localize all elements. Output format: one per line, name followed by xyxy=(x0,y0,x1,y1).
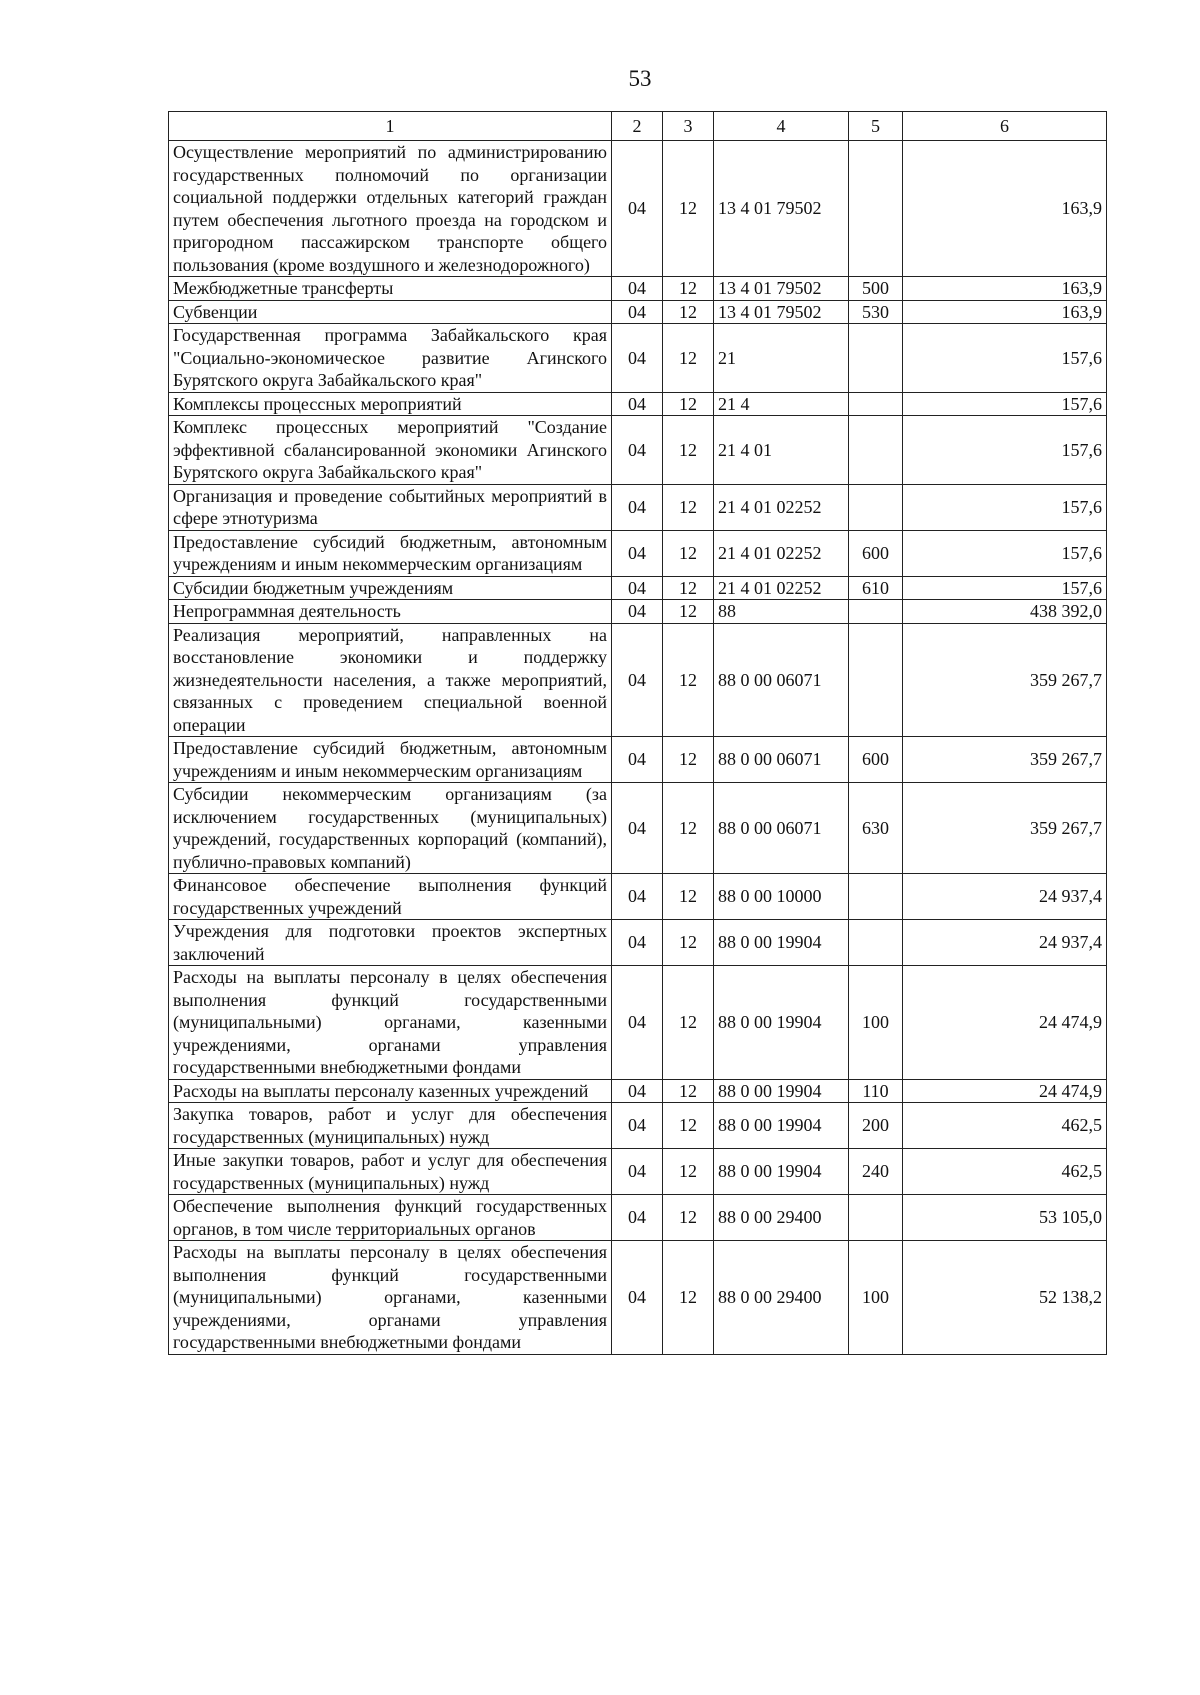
cell-description: Комплексы процессных мероприятий xyxy=(169,392,612,416)
cell-amount: 157,6 xyxy=(903,576,1107,600)
cell-subsection: 12 xyxy=(663,783,714,874)
cell-target-article: 88 0 00 06071 xyxy=(714,737,849,783)
cell-amount: 24 937,4 xyxy=(903,874,1107,920)
column-header-3: 3 xyxy=(663,112,714,141)
cell-section: 04 xyxy=(612,737,663,783)
cell-amount: 462,5 xyxy=(903,1149,1107,1195)
cell-section: 04 xyxy=(612,874,663,920)
cell-amount: 24 474,9 xyxy=(903,966,1107,1080)
cell-description: Организация и проведение событийных мероприятий в сфере этнотуризма xyxy=(169,484,612,530)
cell-amount: 163,9 xyxy=(903,141,1107,277)
cell-target-article: 88 0 00 06071 xyxy=(714,623,849,737)
cell-amount: 157,6 xyxy=(903,392,1107,416)
table-row xyxy=(169,623,1107,737)
cell-subsection: 12 xyxy=(663,966,714,1080)
cell-target-article: 88 0 00 19904 xyxy=(714,1149,849,1195)
cell-amount: 157,6 xyxy=(903,324,1107,393)
cell-expense-type xyxy=(849,600,903,624)
table-row xyxy=(169,484,1107,530)
cell-section: 04 xyxy=(612,392,663,416)
cell-target-article: 88 0 00 10000 xyxy=(714,874,849,920)
cell-description: Межбюджетные трансферты xyxy=(169,277,612,301)
cell-target-article: 13 4 01 79502 xyxy=(714,277,849,301)
cell-section: 04 xyxy=(612,966,663,1080)
cell-target-article: 21 4 01 02252 xyxy=(714,484,849,530)
cell-subsection: 12 xyxy=(663,1149,714,1195)
cell-subsection: 12 xyxy=(663,737,714,783)
cell-target-article: 88 xyxy=(714,600,849,624)
cell-section: 04 xyxy=(612,416,663,485)
cell-section: 04 xyxy=(612,141,663,277)
cell-description: Расходы на выплаты персоналу в целях обеспечения выполнения функций государственными (муниципальными) органами, казенными учреждениями, органами управления государственными внебюджетными фондами xyxy=(169,1241,612,1355)
table-row xyxy=(169,530,1107,576)
cell-amount: 157,6 xyxy=(903,530,1107,576)
cell-description: Расходы на выплаты персоналу в целях обеспечения выполнения функций государственными (муниципальными) органами, казенными учреждениями, органами управления государственными внебюджетными фондами xyxy=(169,966,612,1080)
cell-description: Финансовое обеспечение выполнения функций государственных учреждений xyxy=(169,874,612,920)
cell-description: Осуществление мероприятий по администрированию государственных полномочий по организации социальной поддержки отдельных категорий граждан путем обеспечения льготного проезда на городском и пригородном пассажирском транспорте общего пользования (кроме воздушного и железнодорожного) xyxy=(169,141,612,277)
cell-description: Государственная программа Забайкальского края "Социально-экономическое развитие Агинского Бурятского округа Забайкальского края" xyxy=(169,324,612,393)
cell-description: Предоставление субсидий бюджетным, автономным учреждениям и иным некоммерческим организациям xyxy=(169,737,612,783)
cell-section: 04 xyxy=(612,324,663,393)
cell-expense-type: 240 xyxy=(849,1149,903,1195)
table-row xyxy=(169,416,1107,485)
cell-expense-type xyxy=(849,874,903,920)
cell-amount: 53 105,0 xyxy=(903,1195,1107,1241)
cell-target-article: 88 0 00 19904 xyxy=(714,920,849,966)
table-row xyxy=(169,576,1107,600)
table-row xyxy=(169,277,1107,301)
cell-description: Учреждения для подготовки проектов экспертных заключений xyxy=(169,920,612,966)
cell-description: Субсидии некоммерческим организациям (за исключением государственных (муниципальных) учреждений, государственных корпораций (компаний), публично-правовых компаний) xyxy=(169,783,612,874)
cell-target-article: 88 0 00 06071 xyxy=(714,783,849,874)
cell-expense-type xyxy=(849,920,903,966)
cell-expense-type: 600 xyxy=(849,530,903,576)
cell-description: Предоставление субсидий бюджетным, автономным учреждениям и иным некоммерческим организациям xyxy=(169,530,612,576)
cell-subsection: 12 xyxy=(663,416,714,485)
cell-subsection: 12 xyxy=(663,392,714,416)
table-row xyxy=(169,1195,1107,1241)
cell-section: 04 xyxy=(612,1149,663,1195)
cell-subsection: 12 xyxy=(663,1195,714,1241)
cell-target-article: 13 4 01 79502 xyxy=(714,300,849,324)
cell-amount: 24 937,4 xyxy=(903,920,1107,966)
column-header-6: 6 xyxy=(903,112,1107,141)
cell-section: 04 xyxy=(612,1079,663,1103)
cell-expense-type: 500 xyxy=(849,277,903,301)
budget-table xyxy=(168,111,1107,1355)
table-row xyxy=(169,300,1107,324)
cell-expense-type xyxy=(849,416,903,485)
cell-target-article: 21 4 xyxy=(714,392,849,416)
cell-amount: 157,6 xyxy=(903,416,1107,485)
cell-expense-type xyxy=(849,623,903,737)
table-row xyxy=(169,1103,1107,1149)
cell-description: Реализация мероприятий, направленных на восстановление экономики и поддержку жизнедеятельности населения, а также мероприятий, связанных с проведением специальной военной операции xyxy=(169,623,612,737)
table-row xyxy=(169,1149,1107,1195)
cell-section: 04 xyxy=(612,576,663,600)
cell-expense-type: 530 xyxy=(849,300,903,324)
cell-amount: 163,9 xyxy=(903,277,1107,301)
cell-amount: 438 392,0 xyxy=(903,600,1107,624)
cell-expense-type: 600 xyxy=(849,737,903,783)
cell-subsection: 12 xyxy=(663,623,714,737)
cell-amount: 359 267,7 xyxy=(903,737,1107,783)
cell-amount: 462,5 xyxy=(903,1103,1107,1149)
table-body xyxy=(169,141,1107,1355)
cell-amount: 157,6 xyxy=(903,484,1107,530)
cell-subsection: 12 xyxy=(663,324,714,393)
table-row xyxy=(169,783,1107,874)
table-row xyxy=(169,1241,1107,1355)
cell-section: 04 xyxy=(612,530,663,576)
cell-description: Субсидии бюджетным учреждениям xyxy=(169,576,612,600)
cell-subsection: 12 xyxy=(663,141,714,277)
cell-subsection: 12 xyxy=(663,1079,714,1103)
cell-target-article: 21 xyxy=(714,324,849,393)
table-row xyxy=(169,324,1107,393)
cell-subsection: 12 xyxy=(663,1241,714,1355)
cell-subsection: 12 xyxy=(663,576,714,600)
column-header-1: 1 xyxy=(169,112,612,141)
cell-target-article: 88 0 00 29400 xyxy=(714,1195,849,1241)
cell-amount: 163,9 xyxy=(903,300,1107,324)
cell-target-article: 88 0 00 29400 xyxy=(714,1241,849,1355)
column-header-4: 4 xyxy=(714,112,849,141)
cell-expense-type: 110 xyxy=(849,1079,903,1103)
page-number: 53 xyxy=(628,66,652,91)
cell-description: Непрограммная деятельность xyxy=(169,600,612,624)
cell-amount: 359 267,7 xyxy=(903,783,1107,874)
table-row xyxy=(169,141,1107,277)
cell-expense-type xyxy=(849,392,903,416)
cell-amount: 52 138,2 xyxy=(903,1241,1107,1355)
cell-expense-type: 100 xyxy=(849,1241,903,1355)
cell-subsection: 12 xyxy=(663,1103,714,1149)
cell-expense-type xyxy=(849,324,903,393)
cell-subsection: 12 xyxy=(663,920,714,966)
cell-section: 04 xyxy=(612,1103,663,1149)
table-row xyxy=(169,600,1107,624)
cell-target-article: 88 0 00 19904 xyxy=(714,1103,849,1149)
cell-description: Иные закупки товаров, работ и услуг для обеспечения государственных (муниципальных) нужд xyxy=(169,1149,612,1195)
cell-section: 04 xyxy=(612,300,663,324)
cell-section: 04 xyxy=(612,783,663,874)
cell-target-article: 21 4 01 xyxy=(714,416,849,485)
cell-target-article: 88 0 00 19904 xyxy=(714,966,849,1080)
cell-amount: 24 474,9 xyxy=(903,1079,1107,1103)
cell-description: Комплекс процессных мероприятий "Создание эффективной сбалансированной экономики Агинского Бурятского округа Забайкальского края" xyxy=(169,416,612,485)
cell-expense-type: 610 xyxy=(849,576,903,600)
cell-amount: 359 267,7 xyxy=(903,623,1107,737)
cell-subsection: 12 xyxy=(663,484,714,530)
cell-section: 04 xyxy=(612,920,663,966)
column-header-5: 5 xyxy=(849,112,903,141)
table-row xyxy=(169,874,1107,920)
cell-description: Расходы на выплаты персоналу казенных учреждений xyxy=(169,1079,612,1103)
cell-section: 04 xyxy=(612,600,663,624)
cell-section: 04 xyxy=(612,484,663,530)
cell-expense-type: 200 xyxy=(849,1103,903,1149)
cell-section: 04 xyxy=(612,1241,663,1355)
table-row xyxy=(169,966,1107,1080)
cell-subsection: 12 xyxy=(663,300,714,324)
table-header-row xyxy=(169,112,1107,141)
cell-subsection: 12 xyxy=(663,600,714,624)
cell-section: 04 xyxy=(612,277,663,301)
cell-expense-type xyxy=(849,484,903,530)
cell-expense-type xyxy=(849,1195,903,1241)
cell-subsection: 12 xyxy=(663,277,714,301)
table-row xyxy=(169,392,1107,416)
cell-subsection: 12 xyxy=(663,530,714,576)
cell-expense-type: 100 xyxy=(849,966,903,1080)
cell-target-article: 21 4 01 02252 xyxy=(714,530,849,576)
column-header-2: 2 xyxy=(612,112,663,141)
table-row xyxy=(169,1079,1107,1103)
cell-target-article: 21 4 01 02252 xyxy=(714,576,849,600)
cell-expense-type: 630 xyxy=(849,783,903,874)
cell-subsection: 12 xyxy=(663,874,714,920)
cell-expense-type xyxy=(849,141,903,277)
cell-section: 04 xyxy=(612,623,663,737)
table-row xyxy=(169,920,1107,966)
table-row xyxy=(169,737,1107,783)
cell-target-article: 88 0 00 19904 xyxy=(714,1079,849,1103)
cell-target-article: 13 4 01 79502 xyxy=(714,141,849,277)
cell-description: Субвенции xyxy=(169,300,612,324)
cell-description: Обеспечение выполнения функций государственных органов, в том числе территориальных органов xyxy=(169,1195,612,1241)
cell-description: Закупка товаров, работ и услуг для обеспечения государственных (муниципальных) нужд xyxy=(169,1103,612,1149)
cell-section: 04 xyxy=(612,1195,663,1241)
